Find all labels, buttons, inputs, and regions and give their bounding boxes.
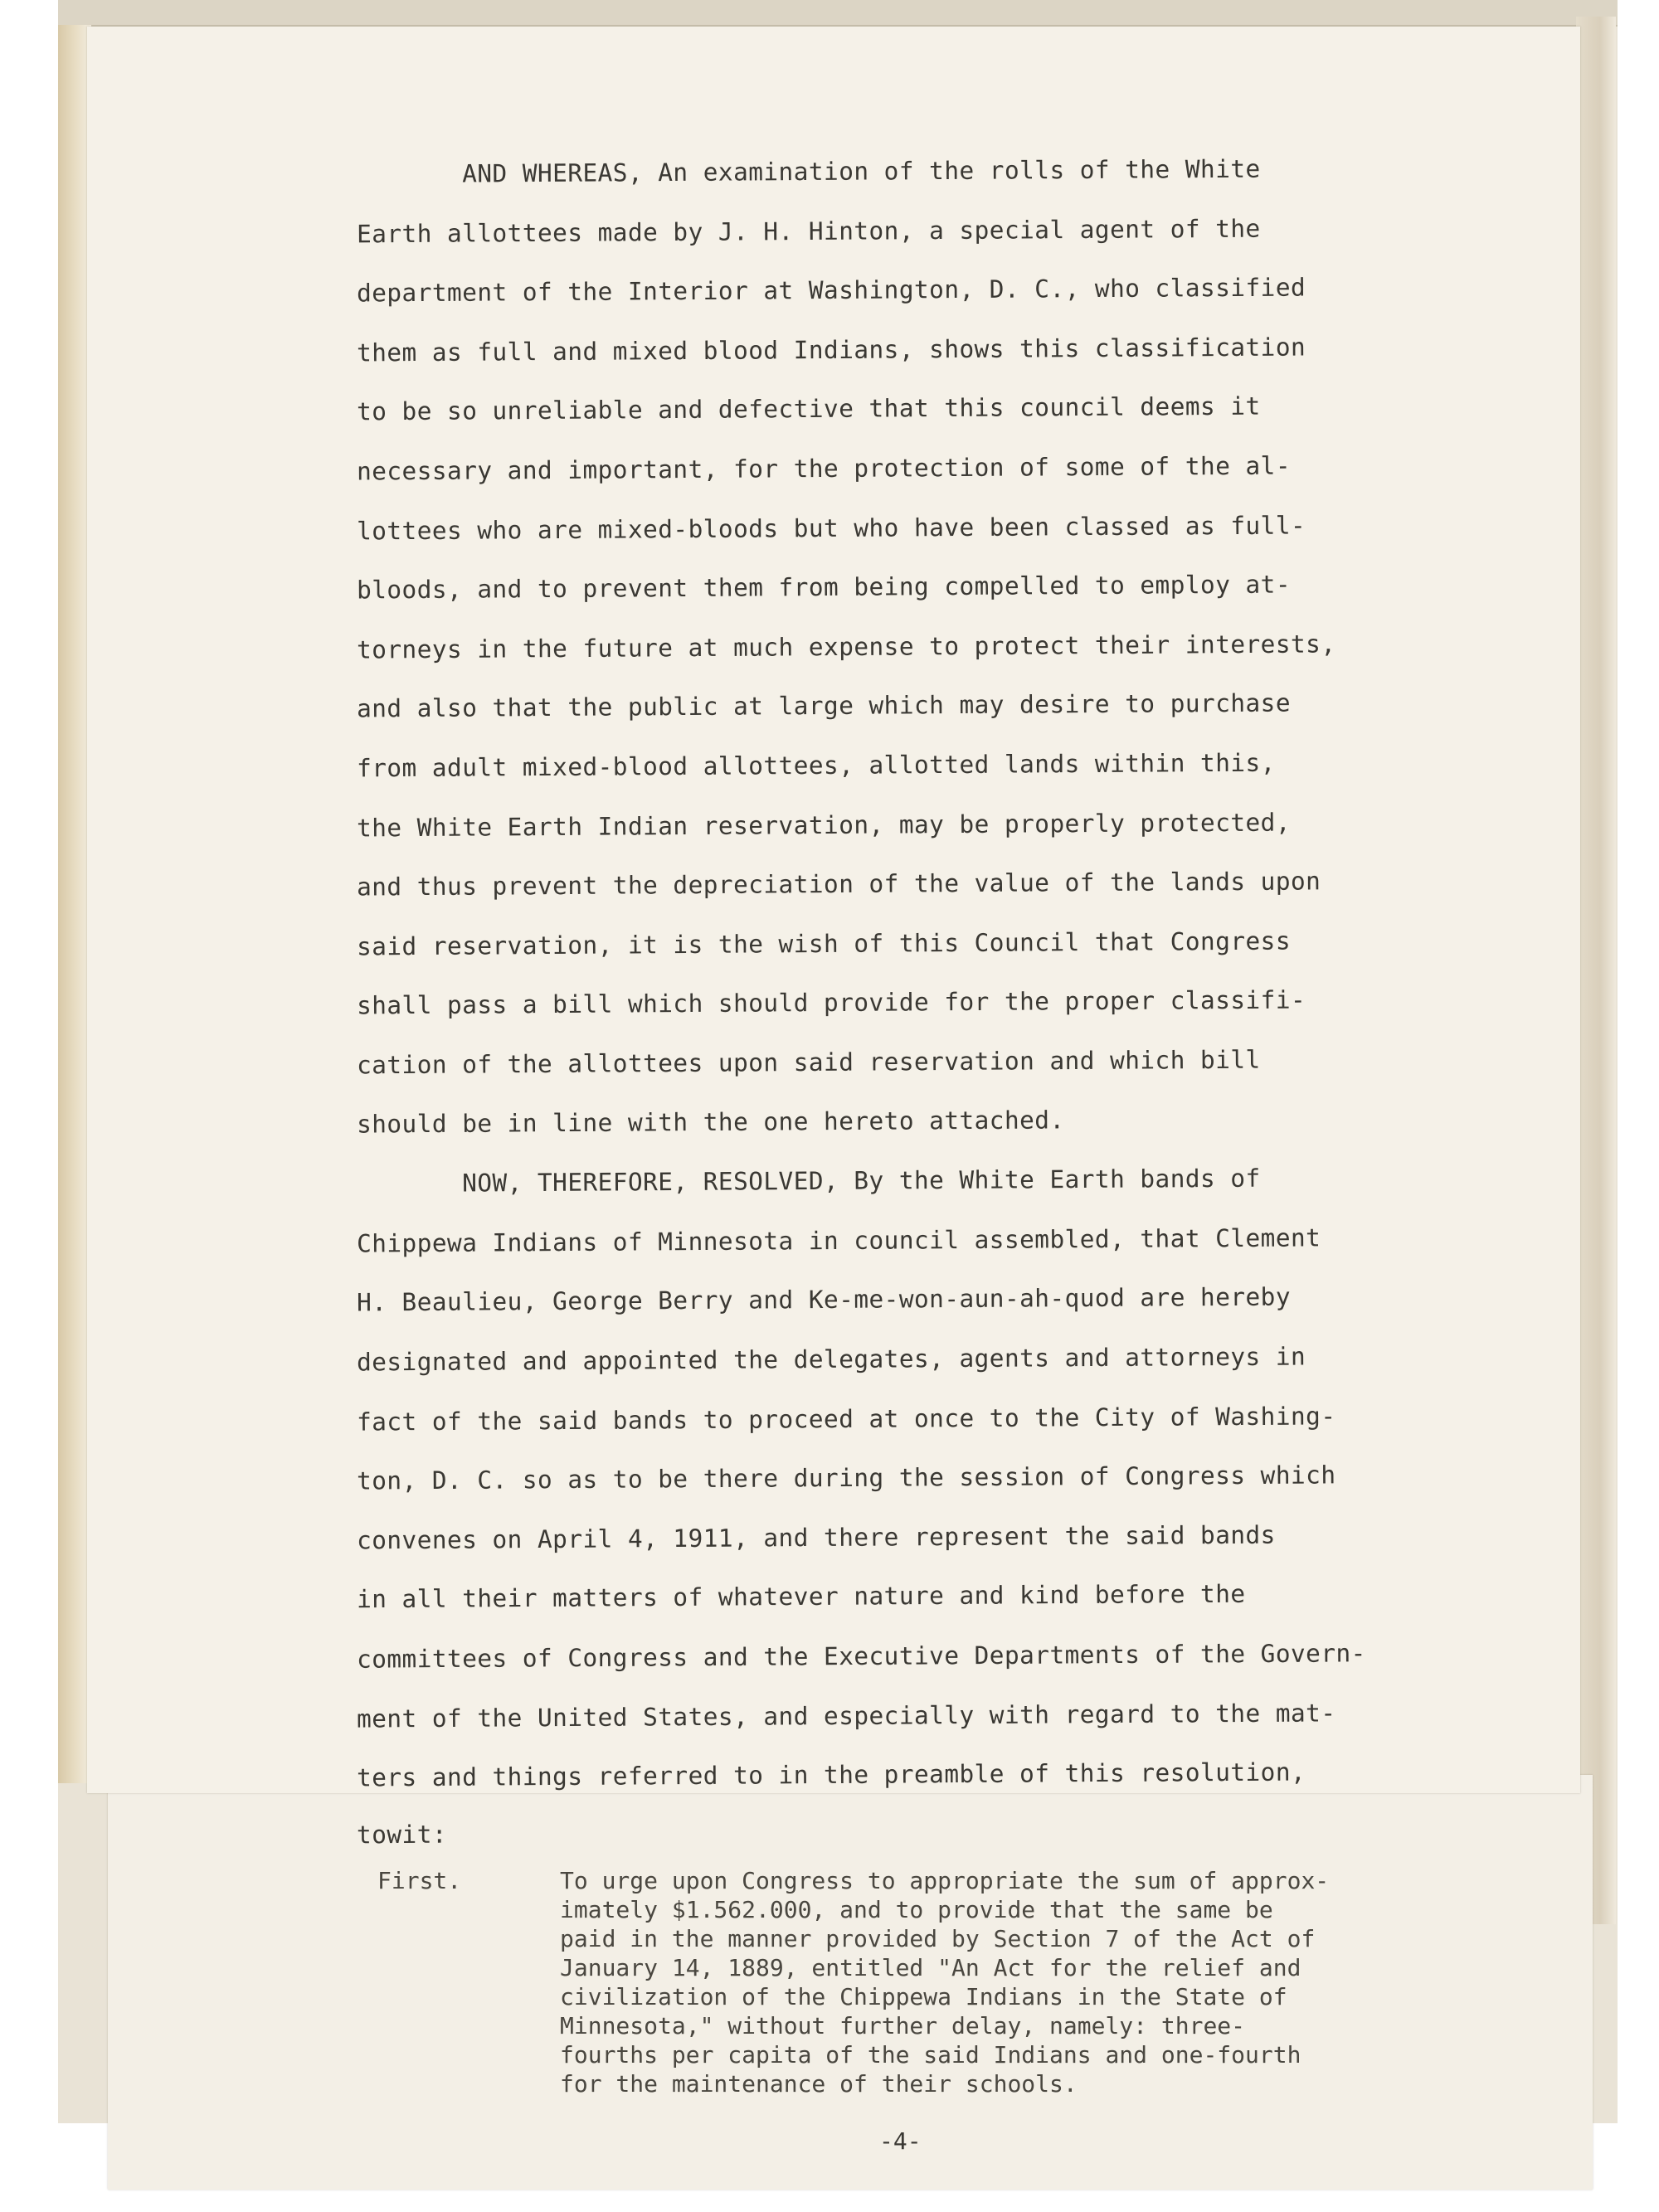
body-line: should be in line with the one hereto attached. [356,1105,1065,1139]
body-line: bloods, and to prevent them from being compelled to employ at- [356,570,1292,605]
first-item-line: fourths per capita of the said Indians and one-fourth [560,2041,1301,2069]
body-line: said reservation, it is the wish of this Council that Congress [356,926,1292,961]
body-line: shall pass a bill which should provide for the proper classifi- [356,985,1306,1020]
body-line: lottees who are mixed-bloods but who have been classed as full- [356,511,1306,546]
body-line: and thus prevent the depreciation of the value of the lands upon [356,867,1321,902]
body-line: convenes on April 4, 1911, and there represent the said bands [356,1520,1276,1555]
left-paper-edge [58,25,91,1783]
body-line: department of the Interior at Washington, D. C., who classified [356,273,1306,308]
body-line: the White Earth Indian reservation, may be properly protected, [356,808,1292,843]
body-line: necessary and important, for the protection of some of the al- [356,451,1292,486]
first-item-label: First. [377,1867,462,1894]
body-line: cation of the allottees upon said reservation and which bill [356,1045,1261,1080]
first-item-line: paid in the manner provided by Section 7 of the Act of [560,1925,1316,1952]
body-line: committees of Congress and the Executive Departments of the Govern- [356,1639,1366,1674]
body-line: designated and appointed the delegates, agents and attorneys in [356,1342,1306,1377]
body-line: fact of the said bands to proceed at once to the City of Washing- [356,1401,1336,1437]
body-line: them as full and mixed blood Indians, shows this classification [356,333,1306,367]
body-line: from adult mixed-blood allottees, allotted lands within this, [356,748,1276,783]
first-item-line: imately $1.562.000, and to provide that the same be [560,1896,1273,1923]
page-number: -4- [879,2127,922,2155]
body-line: Chippewa Indians of Minnesota in council assembled, that Clement [356,1223,1321,1258]
body-line: H. Beaulieu, George Berry and Ke-me-won-aun-ah-quod are hereby [356,1282,1292,1317]
body-line: ment of the United States, and especially with regard to the mat- [356,1698,1336,1733]
first-item-line: January 14, 1889, entitled "An Act for the relief and [560,1954,1301,1981]
right-paper-edge [1576,17,1616,1924]
first-item-line: To urge upon Congress to appropriate the sum of approx- [560,1867,1330,1894]
body-line: torneys in the future at much expense to protect their interests, [356,630,1336,664]
first-item-line: Minnesota," without further delay, namely: three- [560,2012,1246,2039]
body-line: ton, D. C. so as to be there during the session of Congress which [356,1461,1336,1495]
body-line: in all their matters of whatever nature and kind before the [356,1580,1246,1614]
body-line: Earth allottees made by J. H. Hinton, a special agent of the [356,214,1261,248]
first-item-body [560,1866,1539,2098]
body-line: AND WHEREAS, An examination of the rolls of the White [356,154,1261,189]
body-line: ters and things referred to in the preamble of this resolution, [356,1757,1306,1792]
body-line: and also that the public at large which may desire to purchase [356,688,1292,723]
body-line: NOW, THEREFORE, RESOLVED, By the White Earth bands of [356,1164,1261,1198]
first-item-line: for the maintenance of their schools. [560,2070,1078,2098]
body-line: to be so unreliable and defective that this council deems it [356,392,1261,426]
body-line: towit: [356,1820,448,1850]
back-sheet-top-edge [58,0,1618,27]
first-item-line: civilization of the Chippewa Indians in the State of [560,1983,1287,2010]
